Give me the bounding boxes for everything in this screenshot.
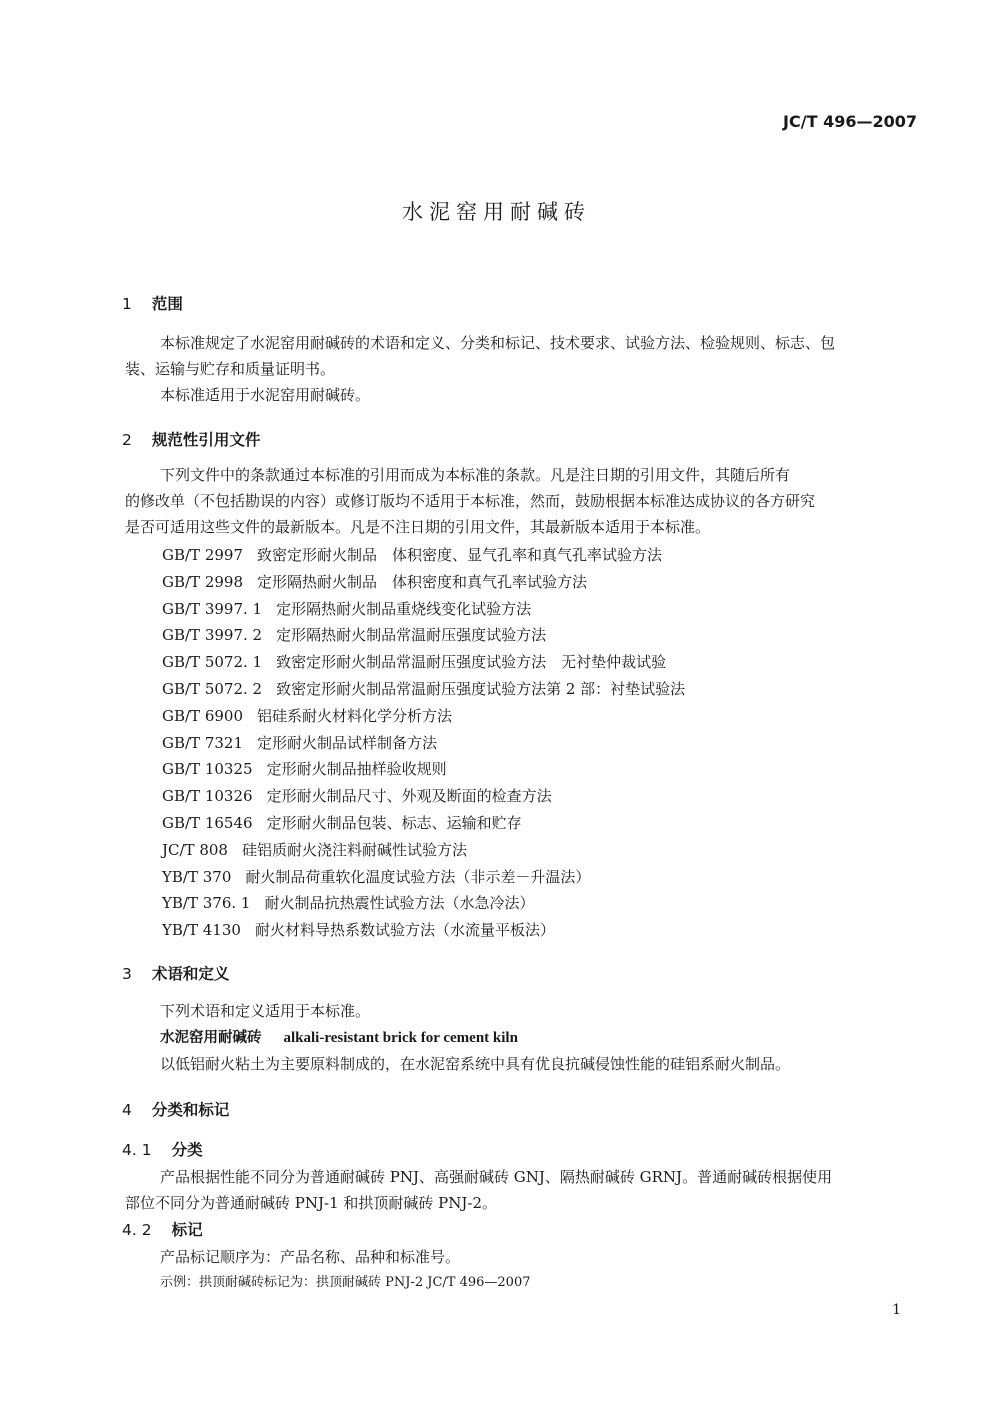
reference-code: GB/T 3997. 1 xyxy=(162,599,263,618)
reference-item xyxy=(162,596,685,623)
subsection-4-1-number: 4. 1 xyxy=(122,1141,152,1159)
section-2-number: 2 xyxy=(122,431,132,449)
reference-code: YB/T 376. 1 xyxy=(162,894,251,913)
reference-item xyxy=(162,542,685,569)
reference-code: GB/T 10326 xyxy=(162,787,253,806)
reference-title: 致密定形耐火制品 体积密度、显气孔率和真气孔率试验方法 xyxy=(257,546,663,564)
section-3-body xyxy=(160,998,920,1077)
reference-code: GB/T 16546 xyxy=(162,813,253,832)
subsection-4-1-body xyxy=(125,1164,920,1216)
reference-title: 耐火材料导热系数试验方法（水流量平板法） xyxy=(254,921,555,940)
section-1-para2: 本标准适用于水泥窑用耐碱砖。 xyxy=(160,386,371,404)
section-1-body xyxy=(125,330,920,408)
term-chinese: 水泥窑用耐碱砖 xyxy=(160,1030,262,1046)
reference-item xyxy=(162,622,685,649)
reference-title: 定形隔热耐火制品重烧线变化试验方法 xyxy=(276,599,532,618)
reference-item xyxy=(162,649,685,676)
reference-item xyxy=(162,810,685,837)
document-title: 水泥窑用耐碱砖 xyxy=(402,200,591,224)
section-2-intro-line3: 是否可适用这些文件的最新版本。凡是不注日期的引用文件，其最新版本适用于本标准。 xyxy=(125,518,711,536)
section-1-title: 范围 xyxy=(151,295,183,313)
subsection-4-1-line2: 部位不同分为普通耐碱砖 PNJ-1 和拱顶耐碱砖 PNJ-2。 xyxy=(125,1194,497,1212)
reference-title: 定形耐火制品抽样验收规则 xyxy=(266,760,447,779)
subsection-4-1-title: 分类 xyxy=(171,1141,203,1159)
section-4-number: 4 xyxy=(122,1101,132,1119)
reference-code: GB/T 2998 xyxy=(162,572,244,591)
reference-title: 致密定形耐火制品常温耐压强度试验方法第 2 部：衬垫试验法 xyxy=(276,679,686,698)
section-3-heading xyxy=(122,962,229,984)
section-3-title: 术语和定义 xyxy=(151,965,230,983)
reference-title: 定形耐火制品尺寸、外观及断面的检查方法 xyxy=(266,787,552,806)
section-4-heading xyxy=(122,1098,229,1120)
normative-references-list xyxy=(162,542,685,944)
reference-title: 定形耐火制品包装、标志、运输和贮存 xyxy=(266,813,522,832)
reference-title: 定形隔热耐火制品 体积密度和真气孔率试验方法 xyxy=(257,572,588,591)
section-2-intro-line1: 下列文件中的条款通过本标准的引用而成为本标准的条款。凡是注日期的引用文件，其随后所有 xyxy=(160,466,791,484)
reference-item xyxy=(162,917,685,944)
term-entry xyxy=(160,1024,920,1051)
reference-item xyxy=(162,756,685,783)
marking-example: 示例：拱顶耐碱砖标记为：拱顶耐碱砖 PNJ-2 JC/T 496—2007 xyxy=(160,1275,531,1290)
reference-item xyxy=(162,730,685,757)
term-english: alkali-resistant brick for cement kiln xyxy=(283,1030,518,1046)
reference-code: YB/T 370 xyxy=(162,867,232,886)
reference-code: GB/T 5072. 2 xyxy=(162,679,263,698)
reference-item xyxy=(162,864,685,891)
reference-code: JC/T 808 xyxy=(162,840,228,859)
reference-code: GB/T 6900 xyxy=(162,706,244,725)
subsection-4-2-heading xyxy=(122,1218,203,1240)
reference-code: GB/T 7321 xyxy=(162,733,244,752)
reference-item xyxy=(162,569,685,596)
reference-code: GB/T 3997. 2 xyxy=(162,626,263,645)
section-2-heading xyxy=(122,428,260,450)
subsection-4-2-body xyxy=(160,1244,920,1296)
reference-item xyxy=(162,837,685,864)
section-2-intro xyxy=(125,462,920,540)
subsection-4-2-number: 4. 2 xyxy=(122,1221,152,1239)
section-1-heading xyxy=(122,292,183,314)
reference-code: GB/T 10325 xyxy=(162,760,253,779)
reference-title: 定形隔热耐火制品常温耐压强度试验方法 xyxy=(276,626,547,645)
reference-code: GB/T 5072. 1 xyxy=(162,653,263,672)
standard-code: JC/T 496—2007 xyxy=(783,112,917,131)
section-1-para1-line2: 装、运输与贮存和质量证明书。 xyxy=(125,360,336,378)
reference-title: 硅铝质耐火浇注料耐碱性试验方法 xyxy=(241,840,467,859)
subsection-4-2-title: 标记 xyxy=(171,1221,203,1239)
reference-item xyxy=(162,783,685,810)
term-definition: 以低铝耐火粘土为主要原料制成的，在水泥窑系统中具有优良抗碱侵蚀性能的硅铝系耐火制品。 xyxy=(160,1055,791,1073)
section-3-number: 3 xyxy=(122,965,132,983)
reference-item xyxy=(162,890,685,917)
reference-code: GB/T 2997 xyxy=(162,546,244,564)
reference-item xyxy=(162,676,685,703)
reference-title: 定形耐火制品试样制备方法 xyxy=(257,733,438,752)
section-3-intro: 下列术语和定义适用于本标准。 xyxy=(160,1002,371,1020)
reference-title: 耐火制品抗热震性试验方法（水急冷法） xyxy=(264,894,535,913)
section-1-number: 1 xyxy=(122,295,132,313)
section-2-title: 规范性引用文件 xyxy=(151,431,261,449)
reference-code: YB/T 4130 xyxy=(162,921,241,940)
reference-title: 致密定形耐火制品常温耐压强度试验方法 无衬垫仲裁试验 xyxy=(276,653,667,672)
section-2-intro-line2: 的修改单（不包括勘误的内容）或修订版均不适用于本标准，然而，鼓励根据本标准达成协议的各方研究 xyxy=(125,492,816,510)
section-4-title: 分类和标记 xyxy=(151,1101,230,1119)
reference-title: 耐火制品荷重软化温度试验方法（非示差－升温法） xyxy=(245,867,591,886)
subsection-4-2-line1: 产品标记顺序为：产品名称、品种和标准号。 xyxy=(160,1248,461,1266)
subsection-4-1-heading xyxy=(122,1138,203,1160)
subsection-4-1-line1: 产品根据性能不同分为普通耐碱砖 PNJ、高强耐碱砖 GNJ、隔热耐碱砖 GRNJ。普通耐碱砖根据使用 xyxy=(160,1168,833,1186)
page-number: 1 xyxy=(892,1302,901,1318)
reference-title: 铝硅系耐火材料化学分析方法 xyxy=(257,706,453,725)
section-1-para1-line1: 本标准规定了水泥窑用耐碱砖的术语和定义、分类和标记、技术要求、试验方法、检验规则、标志、包 xyxy=(160,334,836,352)
reference-item xyxy=(162,703,685,730)
